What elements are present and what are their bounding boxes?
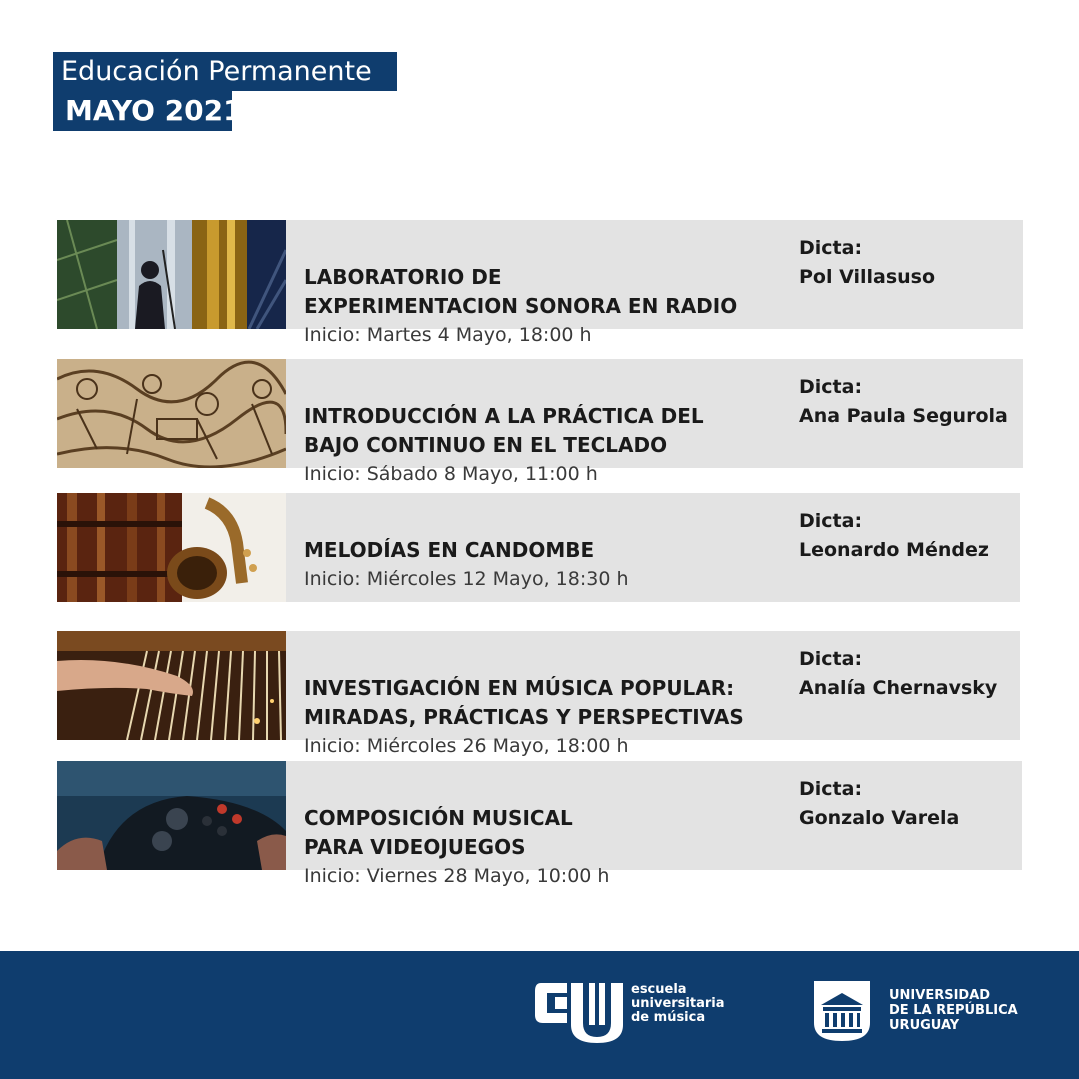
eum-line: escuela <box>631 982 687 997</box>
instructor-name: Leonardo Méndez <box>799 539 989 561</box>
course-instructor <box>799 507 989 565</box>
udelar-line: URUGUAY <box>889 1018 960 1033</box>
course-card <box>57 493 1020 602</box>
course-title-text: COMPOSICIÓN MUSICAL PARA VIDEOJUEGOS <box>304 806 573 859</box>
course-title-text: INTRODUCCIÓN A LA PRÁCTICA DEL BAJO CONTINUO EN EL TECLADO <box>304 404 704 457</box>
course-instructor <box>799 373 1008 431</box>
footer <box>0 951 1079 1079</box>
course-card <box>57 359 1023 485</box>
course-title <box>304 234 774 379</box>
course-title-text: MELODÍAS EN CANDOMBE <box>304 538 595 562</box>
udelar-line: UNIVERSIDAD <box>889 988 991 1003</box>
course-title-text: INVESTIGACIÓN EN MÚSICA POPULAR: MIRADAS, PRÁCTICAS Y PERSPECTIVAS <box>304 676 744 729</box>
eum-wordmark <box>631 983 725 1025</box>
dicta-label: Dicta: <box>799 778 863 800</box>
course-instructor <box>799 775 959 833</box>
course-instructor <box>799 645 997 703</box>
course-card <box>57 761 1022 887</box>
instructor-name: Analía Chernavsky <box>799 677 998 699</box>
udelar-line: DE LA REPÚBLICA <box>889 1003 1018 1018</box>
course-start-date: Inicio: Sábado 8 Mayo, 11:00 h <box>304 463 598 485</box>
dicta-label: Dicta: <box>799 376 863 398</box>
course-start-date: Inicio: Martes 4 Mayo, 18:00 h <box>304 324 592 346</box>
course-title <box>304 775 774 920</box>
course-image-basso-continuo <box>57 359 286 468</box>
course-panel <box>286 631 1020 757</box>
dicta-label: Dicta: <box>799 648 863 670</box>
eum-line: universitaria <box>631 996 725 1011</box>
dicta-label: Dicta: <box>799 237 863 259</box>
course-image-popular-music <box>57 631 286 740</box>
udelar-seal-icon <box>813 979 871 1043</box>
course-title <box>304 507 774 623</box>
course-title-text: LABORATORIO DE EXPERIMENTACION SONORA EN RADIO <box>304 265 738 318</box>
course-instructor <box>799 234 935 292</box>
udelar-wordmark <box>889 988 1018 1033</box>
course-card <box>57 631 1020 757</box>
course-panel <box>286 220 1023 346</box>
eum-logo-icon <box>533 979 625 1043</box>
dicta-label: Dicta: <box>799 510 863 532</box>
course-start-date: Inicio: Miércoles 26 Mayo, 18:00 h <box>304 735 629 757</box>
instructor-name: Ana Paula Segurola <box>799 405 1008 427</box>
course-panel <box>286 761 1022 887</box>
instructor-name: Pol Villasuso <box>799 266 936 288</box>
course-panel <box>286 493 1020 602</box>
course-image-radio-lab <box>57 220 286 329</box>
course-card <box>57 220 1023 346</box>
header-subtitle: MAYO 2021 <box>53 91 232 131</box>
instructor-name: Gonzalo Varela <box>799 807 960 829</box>
course-image-videogames <box>57 761 286 870</box>
eum-line: de música <box>631 1010 706 1025</box>
course-image-candombe <box>57 493 286 602</box>
course-start-date: Inicio: Miércoles 12 Mayo, 18:30 h <box>304 568 629 590</box>
header-title: Educación Permanente <box>53 52 397 91</box>
course-start-date: Inicio: Viernes 28 Mayo, 10:00 h <box>304 865 610 887</box>
course-panel <box>286 359 1023 485</box>
